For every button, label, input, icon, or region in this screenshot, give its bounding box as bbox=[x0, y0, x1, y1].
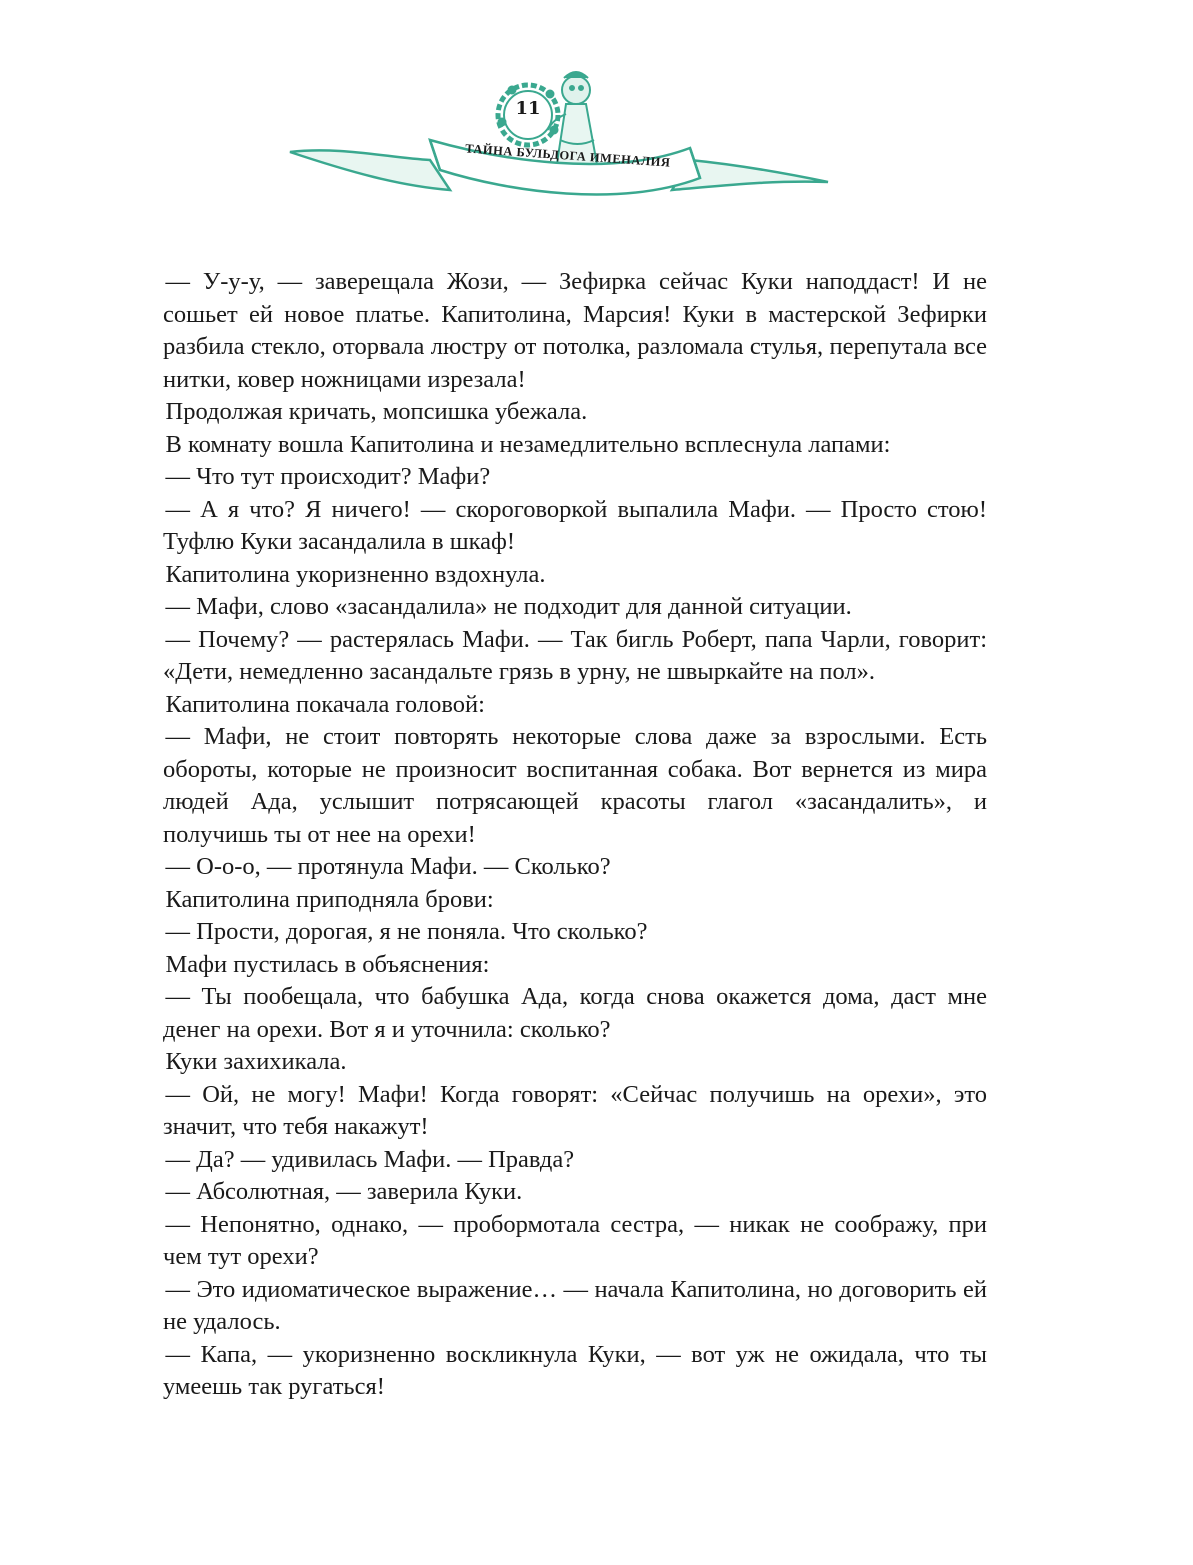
chapter-title: ТАЙНА БУЛЬДОГА ИМЕНАЛИЯ bbox=[464, 141, 671, 170]
paragraph: Куки захихикала. bbox=[165, 1048, 347, 1075]
paragraph: Капитолина укоризненно вздохнула. bbox=[165, 560, 546, 588]
paragraph: — Это идиоматическое выражение… — начала Капитолина, но договорить ей не удалось. bbox=[163, 1275, 987, 1335]
paragraph: — Ты пообещала, что бабушка Ада, когда снова окажется дома, даст мне денег на орехи. Вот я и уточнила: сколько? bbox=[163, 983, 987, 1043]
paragraph: Капитолина покачала головой: bbox=[165, 690, 485, 718]
paragraph: — У-у-у, — заверещала Жози, — Зефирка сейчас Куки наподдаст! И не сошьет ей новое платье. Капитолина, Марсия! Куки в мастерской Зефирки разбила стекло, оторвала люстру от потолка, разломала стулья, перепутала все нитки, ковер ножницами изрезала! bbox=[163, 268, 987, 393]
paragraph: — Абсолютная, — заверила Куки. bbox=[165, 1178, 523, 1205]
paragraph: Продолжая кричать, мопсишка убежала. bbox=[165, 398, 588, 425]
paragraph: — Мафи, слово «засандалила» не подходит для данной ситуации. bbox=[165, 593, 852, 620]
paragraph: Капитолина приподняла брови: bbox=[165, 885, 494, 913]
paragraph: — Почему? — растерялась Мафи. — Так бигль Роберт, папа Чарли, говорит: «Дети, немедленно засандальте грязь в урну, не швыркайте на пол». bbox=[163, 625, 987, 685]
paragraph: — Что тут происходит? Мафи? bbox=[165, 463, 491, 490]
paragraph: — Да? — удивилась Мафи. — Правда? bbox=[165, 1145, 575, 1173]
paragraph: — Прости, дорогая, я не поняла. Что сколько? bbox=[165, 918, 648, 945]
paragraph: — Ой, не могу! Мафи! Когда говорят: «Сейчас получишь на орехи», это значит, что тебя накажут! bbox=[163, 1080, 987, 1140]
paragraph: В комнату вошла Капитолина и незамедлительно всплеснула лапами: bbox=[165, 430, 891, 458]
paragraph: — Капа, — укоризненно воскликнула Куки, — вот уж не ожидала, что ты умеешь так ругаться! bbox=[163, 1340, 987, 1400]
paragraph: — О-о-о, — протянула Мафи. — Сколько? bbox=[165, 853, 611, 880]
chapter-header bbox=[280, 60, 840, 250]
paragraph: — А я что? Я ничего! — скороговоркой выпалила Мафи. — Просто стою! Туфлю Куки засандалила в шкаф! bbox=[163, 495, 987, 555]
body-text bbox=[163, 266, 987, 1404]
paragraph: — Непонятно, однако, — пробормотала сестра, — никак не соображу, при чем тут орехи? bbox=[163, 1210, 987, 1270]
paragraph: — Мафи, не стоит повторять некоторые слова даже за взрослыми. Есть обороты, которые не произносит воспитанная собака. Вот вернется из мира людей Ада, услышит потрясающей красоты глагол «засандалить», и получишь ты от нее на орехи! bbox=[163, 723, 987, 848]
page-number: 11 bbox=[515, 98, 541, 119]
paragraph: Мафи пустилась в объяснения: bbox=[165, 950, 490, 978]
